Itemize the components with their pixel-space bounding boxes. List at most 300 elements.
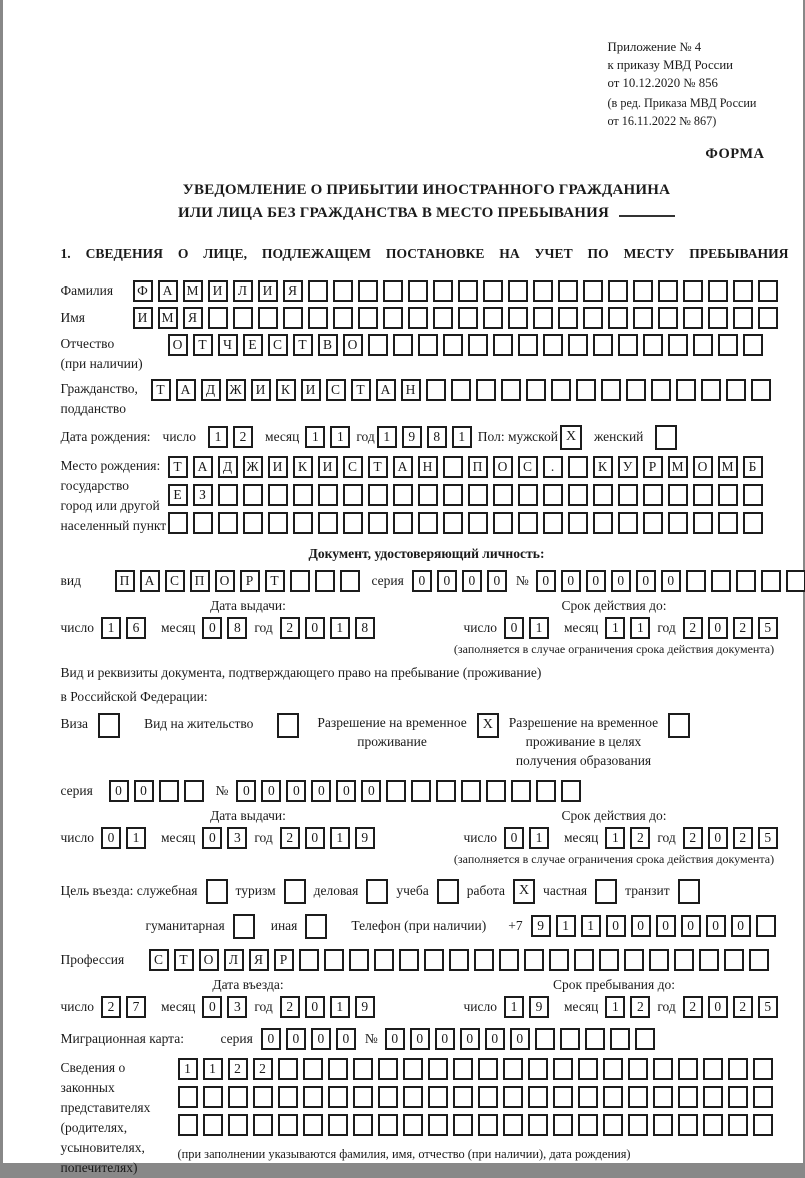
char-cell [478,1114,498,1136]
char-cell: И [301,379,321,401]
char-cell [233,307,253,329]
annex-line: Приложение № 4 [607,40,702,54]
char-cell: 0 [236,780,256,802]
char-cell: 5 [758,827,778,849]
char-cell: 6 [126,617,146,639]
birthdate-label: Дата рождения: [60,429,151,445]
char-cell [749,949,769,971]
char-cell [703,1058,723,1080]
char-cell: 2 [683,617,703,639]
char-cell [283,307,303,329]
doc-type-cells [115,570,360,592]
char-cell [608,280,628,302]
char-cell: О [343,334,363,356]
section-1-body [61,280,793,1178]
purpose-study-checkbox [437,879,459,904]
char-cell: 0 [202,996,222,1018]
char-cell [526,379,546,401]
mig-series-cells [261,1028,356,1050]
permit-series-label: серия [60,782,93,798]
char-cell [761,570,781,592]
char-cell [536,780,556,802]
char-cell [718,334,738,356]
char-cell [411,780,431,802]
char-cell: О [693,456,713,478]
char-cell [458,280,478,302]
char-cell: 1 [330,827,350,849]
char-cell [708,307,728,329]
char-cell [683,307,703,329]
char-cell [324,949,344,971]
char-cell: Л [233,280,253,302]
char-cell [601,379,621,401]
char-cell [728,1058,748,1080]
representatives-label-line3: представителях [60,1099,151,1115]
sex-male-checkbox: X [560,425,582,450]
char-cell: 2 [733,996,753,1018]
char-cell: Т [168,456,188,478]
char-cell: 2 [280,827,300,849]
char-cell: М [158,307,178,329]
char-cell: 1 [605,617,625,639]
char-cell [558,280,578,302]
stay-until-label: Срок пребывания до: [553,976,675,992]
char-cell: 1 [377,426,397,448]
char-cell: 8 [355,617,375,639]
char-cell: А [176,379,196,401]
day-label: число [463,998,497,1014]
patronymic-label-line2: (при наличии) [60,355,143,371]
representatives-label-line6: попечителях) [60,1159,138,1175]
char-cell [603,1058,623,1080]
char-cell [453,1114,473,1136]
char-cell [228,1114,248,1136]
char-cell [393,512,413,534]
year-label: год [254,829,273,845]
char-cell [501,379,521,401]
char-cell [408,280,428,302]
char-cell [668,334,688,356]
purpose-humanitarian-label: гуманитарная [145,918,225,934]
permit-series-cells [109,780,204,802]
char-cell [243,484,263,506]
char-cell: С [326,379,346,401]
char-cell [728,1086,748,1108]
char-cell: 2 [280,996,300,1018]
char-cell: 1 [330,617,350,639]
identity-doc-header: Документ, удостоверяющий личность: [308,545,545,561]
char-cell [658,280,678,302]
phone-cells [531,915,776,937]
char-cell [676,379,696,401]
char-cell [635,1028,655,1050]
char-cell [593,484,613,506]
char-cell [428,1114,448,1136]
representatives-label-line1: Сведения о [60,1059,126,1075]
birthplace-cells-row3 [168,512,763,534]
temp-residence-edu-checkbox [668,713,690,738]
char-cell [303,1058,323,1080]
char-cell: 7 [126,996,146,1018]
char-cell: 0 [708,827,728,849]
char-cell [568,484,588,506]
char-cell [758,307,778,329]
patronymic-cells [168,334,763,356]
char-cell: И [251,379,271,401]
phone-label: Телефон (при наличии) [351,918,487,934]
char-cell [253,1114,273,1136]
char-cell [443,334,463,356]
char-cell: Т [293,334,313,356]
char-cell: 2 [630,996,650,1018]
char-cell [403,1114,423,1136]
char-cell [678,1058,698,1080]
month-label: месяц [265,429,300,445]
char-cell: Р [240,570,260,592]
char-cell: 9 [355,996,375,1018]
name-cells [133,307,778,329]
residence-permit-checkbox [277,713,299,738]
char-cell: С [343,456,363,478]
char-cell [503,1114,523,1136]
char-cell: 1 [529,827,549,849]
char-cell [503,1086,523,1108]
char-cell [453,1086,473,1108]
purpose-other-label: иная [270,918,298,934]
char-cell [178,1086,198,1108]
char-cell: Б [743,456,763,478]
char-cell: 2 [101,996,121,1018]
purpose-other-checkbox [305,914,327,939]
char-cell [403,1086,423,1108]
representatives-block [61,1058,793,1178]
doc-issue-year-cells [280,617,375,639]
char-cell: М [718,456,738,478]
name-row [61,307,793,329]
char-cell: П [468,456,488,478]
char-cell [610,1028,630,1050]
annex-line: к приказу МВД России [607,58,734,73]
char-cell: 1 [630,617,650,639]
char-cell: З [193,484,213,506]
char-cell [733,280,753,302]
month-label: месяц [161,998,196,1014]
char-cell: А [376,379,396,401]
char-cell: 8 [427,426,447,448]
char-cell [618,512,638,534]
representatives-note: (при заполнении указываются фамилия, имя, отчество (при наличии), дата рождения) [177,1146,631,1161]
char-cell: Л [224,949,244,971]
temp-residence-edu-label-line2: проживание в целях [525,733,642,749]
char-cell [449,949,469,971]
purpose-business-label: деловая [313,883,359,899]
char-cell: 0 [661,570,681,592]
patronymic-label [61,334,168,374]
birth-day-cells [208,426,253,448]
char-cell: Ч [218,334,238,356]
char-cell [343,484,363,506]
char-cell [486,780,506,802]
char-cell [393,484,413,506]
char-cell [303,1086,323,1108]
char-cell [668,512,688,534]
char-cell [468,484,488,506]
char-cell [674,949,694,971]
sex-female-checkbox [655,425,677,450]
char-cell [633,280,653,302]
char-cell: 1 [556,915,576,937]
char-cell [483,307,503,329]
char-cell: 0 [636,570,656,592]
char-cell [551,379,571,401]
visit-purpose-row [61,879,793,904]
char-cell [428,1086,448,1108]
char-cell: А [393,456,413,478]
char-cell [578,1058,598,1080]
char-cell [678,1114,698,1136]
profession-cells [149,949,769,971]
doc-series-label: серия [371,572,404,588]
char-cell [208,307,228,329]
char-cell: 9 [529,996,549,1018]
char-cell [228,1086,248,1108]
char-cell [426,379,446,401]
char-cell: О [199,949,219,971]
char-cell [608,307,628,329]
char-cell [560,1028,580,1050]
char-cell [443,512,463,534]
char-cell: П [190,570,210,592]
purpose-work-label: работа [466,883,506,899]
section-1-heading: 1. СВЕДЕНИЯ О ЛИЦЕ, ПОДЛЕЖАЩЕМ ПОСТАНОВКЕ НА УЧЕТ ПО МЕСТУ ПРЕБЫВАНИЯ [60,245,789,261]
char-cell [553,1114,573,1136]
char-cell [543,334,563,356]
identity-doc-row [61,570,793,592]
char-cell: 0 [656,915,676,937]
temp-residence-edu-label [509,713,658,770]
mig-series-label: серия [220,1030,253,1046]
char-cell [568,334,588,356]
char-cell: С [268,334,288,356]
month-label: месяц [161,619,196,635]
char-cell: 0 [504,617,524,639]
title-line-1: УВЕДОМЛЕНИЕ О ПРИБЫТИИ ИНОСТРАННОГО ГРАЖДАНИНА [182,182,671,199]
char-cell: 0 [510,1028,530,1050]
purpose-work-checkbox: X [513,879,535,904]
visa-checkbox [98,713,120,738]
entry-day-cells [101,996,146,1018]
char-cell [318,512,338,534]
char-cell: 0 [311,780,331,802]
purpose-private-checkbox [595,879,617,904]
char-cell: Т [174,949,194,971]
char-cell: 0 [631,915,651,937]
char-cell [649,949,669,971]
sex-male-label: Пол: мужской [477,429,559,445]
char-cell [328,1086,348,1108]
char-cell [461,780,481,802]
char-cell [328,1058,348,1080]
char-cell [561,780,581,802]
char-cell [358,280,378,302]
char-cell [583,280,603,302]
purpose-business-checkbox [366,879,388,904]
char-cell [353,1086,373,1108]
citizenship-cells [151,379,771,401]
birthplace-label-line1: Место рождения: [60,457,161,473]
residence-doc-line2: в Российской Федерации: [60,688,208,704]
char-cell [533,280,553,302]
char-cell: 0 [706,915,726,937]
char-cell: 0 [385,1028,405,1050]
char-cell [508,280,528,302]
char-cell: 0 [462,570,482,592]
char-cell: Ж [226,379,246,401]
entry-dates-block [61,977,793,1018]
permit-series-row [61,780,793,802]
char-cell: 0 [336,780,356,802]
char-cell [618,334,638,356]
char-cell: Н [418,456,438,478]
char-cell: О [215,570,235,592]
char-cell: С [518,456,538,478]
migration-card-label: Миграционная карта: [60,1030,184,1046]
char-cell [318,484,338,506]
char-cell: 0 [101,827,121,849]
residence-doc-line1: Вид и реквизиты документа, подтверждающего право на пребывание (проживание) [60,664,542,680]
char-cell [553,1086,573,1108]
year-label: год [254,998,273,1014]
annex-reference [608,38,793,130]
stay-day-cells [504,996,549,1018]
char-cell: 0 [305,996,325,1018]
char-cell [378,1114,398,1136]
day-label: число [60,619,94,635]
char-cell: 0 [134,780,154,802]
char-cell: Р [274,949,294,971]
char-cell: 0 [731,915,751,937]
char-cell [518,484,538,506]
permit-valid-note: (заполняется в случае ограничения срока действия документа) [453,851,775,866]
char-cell: 0 [460,1028,480,1050]
purpose-official-label: Цель въезда: служебная [60,883,198,899]
birthplace-cells-row2 [168,484,763,506]
permit-type-row [61,713,793,770]
char-cell: Я [249,949,269,971]
char-cell: 0 [504,827,524,849]
char-cell: И [268,456,288,478]
char-cell: Д [201,379,221,401]
char-cell: Я [183,307,203,329]
char-cell [258,307,278,329]
temp-residence-label-line2: проживание [357,733,427,749]
char-cell [628,1058,648,1080]
permit-valid-day-cells [504,827,549,849]
surname-row [61,280,793,302]
char-cell: Д [218,456,238,478]
char-cell [743,484,763,506]
permit-dates-block [61,808,793,867]
char-cell: 1 [126,827,146,849]
char-cell: 1 [330,426,350,448]
char-cell: 8 [227,617,247,639]
representatives-cells-row3 [178,1114,773,1136]
char-cell [368,334,388,356]
char-cell: С [149,949,169,971]
char-cell [543,484,563,506]
char-cell [424,949,444,971]
temp-residence-label-line1: Разрешение на временное [317,714,467,730]
doc-dates-block [61,598,793,657]
char-cell [753,1058,773,1080]
char-cell [528,1058,548,1080]
char-cell: 0 [202,827,222,849]
char-cell [743,334,763,356]
char-cell [693,334,713,356]
temp-residence-edu-label-line1: Разрешение на временное [508,714,659,730]
char-cell [403,1058,423,1080]
char-cell: 0 [202,617,222,639]
char-cell: 0 [435,1028,455,1050]
char-cell: 1 [101,617,121,639]
doc-valid-year-cells [683,617,778,639]
char-cell [308,280,328,302]
stay-month-cells [605,996,650,1018]
char-cell [558,307,578,329]
char-cell: 0 [311,1028,331,1050]
char-cell [428,1058,448,1080]
char-cell: 2 [280,617,300,639]
char-cell: Т [368,456,388,478]
char-cell: 2 [733,617,753,639]
char-cell [658,307,678,329]
char-cell: 1 [605,996,625,1018]
char-cell [576,379,596,401]
visa-label: Виза [60,715,89,731]
month-label: месяц [564,998,599,1014]
char-cell [328,1114,348,1136]
doc-valid-note: (заполняется в случае ограничения срока действия документа) [453,641,775,656]
day-label: число [463,829,497,845]
char-cell: 1 [452,426,472,448]
char-cell [418,334,438,356]
birth-year-cells [377,426,472,448]
char-cell [643,512,663,534]
char-cell: 2 [630,827,650,849]
char-cell [643,484,663,506]
doc-type-label: вид [60,572,81,588]
citizenship-label-line1: Гражданство, [60,380,138,396]
doc-series-cells [412,570,507,592]
char-cell [711,570,731,592]
char-cell [278,1058,298,1080]
char-cell [436,780,456,802]
char-cell [268,484,288,506]
citizenship-label [61,379,151,419]
char-cell [290,570,310,592]
profession-row [61,949,793,971]
char-cell: 5 [758,617,778,639]
char-cell [268,512,288,534]
char-cell [643,334,663,356]
char-cell [728,1114,748,1136]
entry-date-label: Дата въезда: [212,976,284,992]
char-cell: М [668,456,688,478]
char-cell [243,512,263,534]
char-cell [668,484,688,506]
birthplace-label-line2: государство [60,477,130,493]
birthplace-block [61,456,793,536]
